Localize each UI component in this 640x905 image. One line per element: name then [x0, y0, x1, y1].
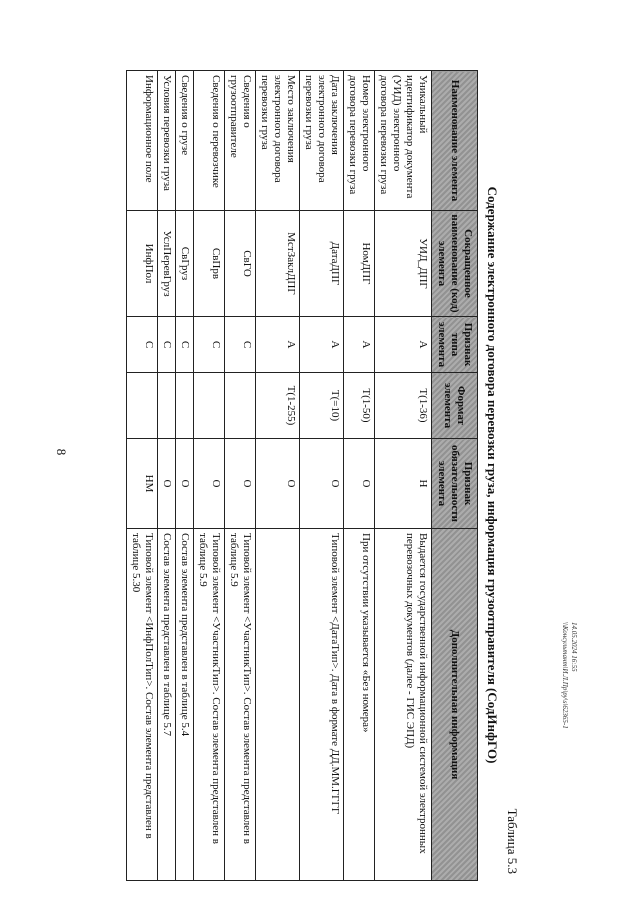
cell-type: С — [158, 317, 176, 373]
cell-info: При отсутствии указывается «Без номера» — [344, 529, 375, 881]
table-row — [158, 71, 176, 881]
cell-name: Условия перевозки груза — [158, 71, 176, 211]
cell-name: Сведения о грузоотправителе — [225, 71, 256, 211]
cell-format — [176, 373, 194, 439]
cell-code: СвГруз — [176, 211, 194, 317]
cell-name: Номер электронного договора перевозки груза — [344, 71, 375, 211]
cell-format: T(=10) — [300, 373, 344, 439]
cell-type: С — [127, 317, 158, 373]
cell-code: НомДПГ — [344, 211, 375, 317]
cell-required: О — [158, 439, 176, 529]
cell-required: О — [176, 439, 194, 529]
cell-required: НМ — [127, 439, 158, 529]
header-required: Признак обязательности элемента — [432, 439, 478, 529]
cell-name: Сведения о перевозчике — [194, 71, 225, 211]
cell-name: Место заключения электронного договора перевозки груза — [256, 71, 300, 211]
cell-type: A — [375, 317, 432, 373]
cell-format: T(1-255) — [256, 373, 300, 439]
cell-info: Состав элемента представлен в таблице 5.7 — [158, 529, 176, 881]
footer-path: \\Консультант\И.Л.Пр\ру\s\62365-1 — [561, 622, 569, 729]
table-label: Таблица 5.3 — [505, 808, 520, 874]
cell-name: Информационное поле — [127, 71, 158, 211]
cell-code: УслПеревГруз — [158, 211, 176, 317]
header-format: Формат элемента — [432, 373, 478, 439]
cell-format: T(1-50) — [344, 373, 375, 439]
cell-name: Дата заключения электронного договора перевозки груза — [300, 71, 344, 211]
header-type: Признак типа элемента — [432, 317, 478, 373]
table-row — [127, 71, 158, 881]
cell-info — [256, 529, 300, 881]
table-row — [256, 71, 300, 881]
elements-table — [126, 70, 478, 881]
cell-name: Уникальный идентификатор документа (УИД) электронного договора перевозки груза — [375, 71, 432, 211]
cell-format: T(1-36) — [375, 373, 432, 439]
cell-code: УИД_ДПГ — [375, 211, 432, 317]
cell-info: Состав элемента представлен в таблице 5.4 — [176, 529, 194, 881]
cell-code: СвГО — [225, 211, 256, 317]
cell-info: Типовой элемент <ИнфПолТип>. Состав элемента представлен в таблице 5.30 — [127, 529, 158, 881]
header-name: Наименование элемента — [432, 71, 478, 211]
cell-required: О — [300, 439, 344, 529]
table-row — [225, 71, 256, 881]
table-caption: Содержание электронного договора перевозки груза, информация грузоотправителя (СодИнфГО) — [485, 186, 500, 764]
cell-type: С — [225, 317, 256, 373]
cell-required: О — [256, 439, 300, 529]
cell-code: СвПрв — [194, 211, 225, 317]
cell-info: Типовой элемент <ДатаТип>. Дата в формате ДД.ММ.ГГГГ — [300, 529, 344, 881]
cell-info: Типовой элемент <УчастникТип>. Состав элемента представлен в таблице 5.9 — [194, 529, 225, 881]
cell-info: Типовой элемент <УчастникТип>. Состав элемента представлен в таблице 5.9 — [225, 529, 256, 881]
cell-format — [158, 373, 176, 439]
cell-type: A — [300, 317, 344, 373]
rotated-table-sheet — [120, 70, 520, 880]
header-code: Сокращенное наименование (код) элемента — [432, 211, 478, 317]
cell-format — [225, 373, 256, 439]
table-row — [176, 71, 194, 881]
header-info: Дополнительная информация — [432, 529, 478, 881]
cell-type: A — [344, 317, 375, 373]
page-number: 8 — [54, 448, 69, 456]
cell-required: Н — [375, 439, 432, 529]
cell-code: МстЗаклДПГ — [256, 211, 300, 317]
cell-info: Выдается государственной информационной системой электронных перевозочных документов (далее - ГИС ЭПД) — [375, 529, 432, 881]
cell-required: О — [225, 439, 256, 529]
table-header-row — [432, 71, 478, 881]
cell-code: ИнфПол — [127, 211, 158, 317]
table-row — [300, 71, 344, 881]
cell-type: A — [256, 317, 300, 373]
cell-format — [127, 373, 158, 439]
cell-type: С — [176, 317, 194, 373]
cell-code: ДатаДПГ — [300, 211, 344, 317]
table-row — [375, 71, 432, 881]
cell-required: О — [344, 439, 375, 529]
table-row — [344, 71, 375, 881]
table-row — [194, 71, 225, 881]
cell-format — [194, 373, 225, 439]
footer-timestamp: 14.05.2024 16:55 — [570, 622, 578, 672]
cell-name: Сведения о грузе — [176, 71, 194, 211]
cell-type: С — [194, 317, 225, 373]
cell-required: О — [194, 439, 225, 529]
